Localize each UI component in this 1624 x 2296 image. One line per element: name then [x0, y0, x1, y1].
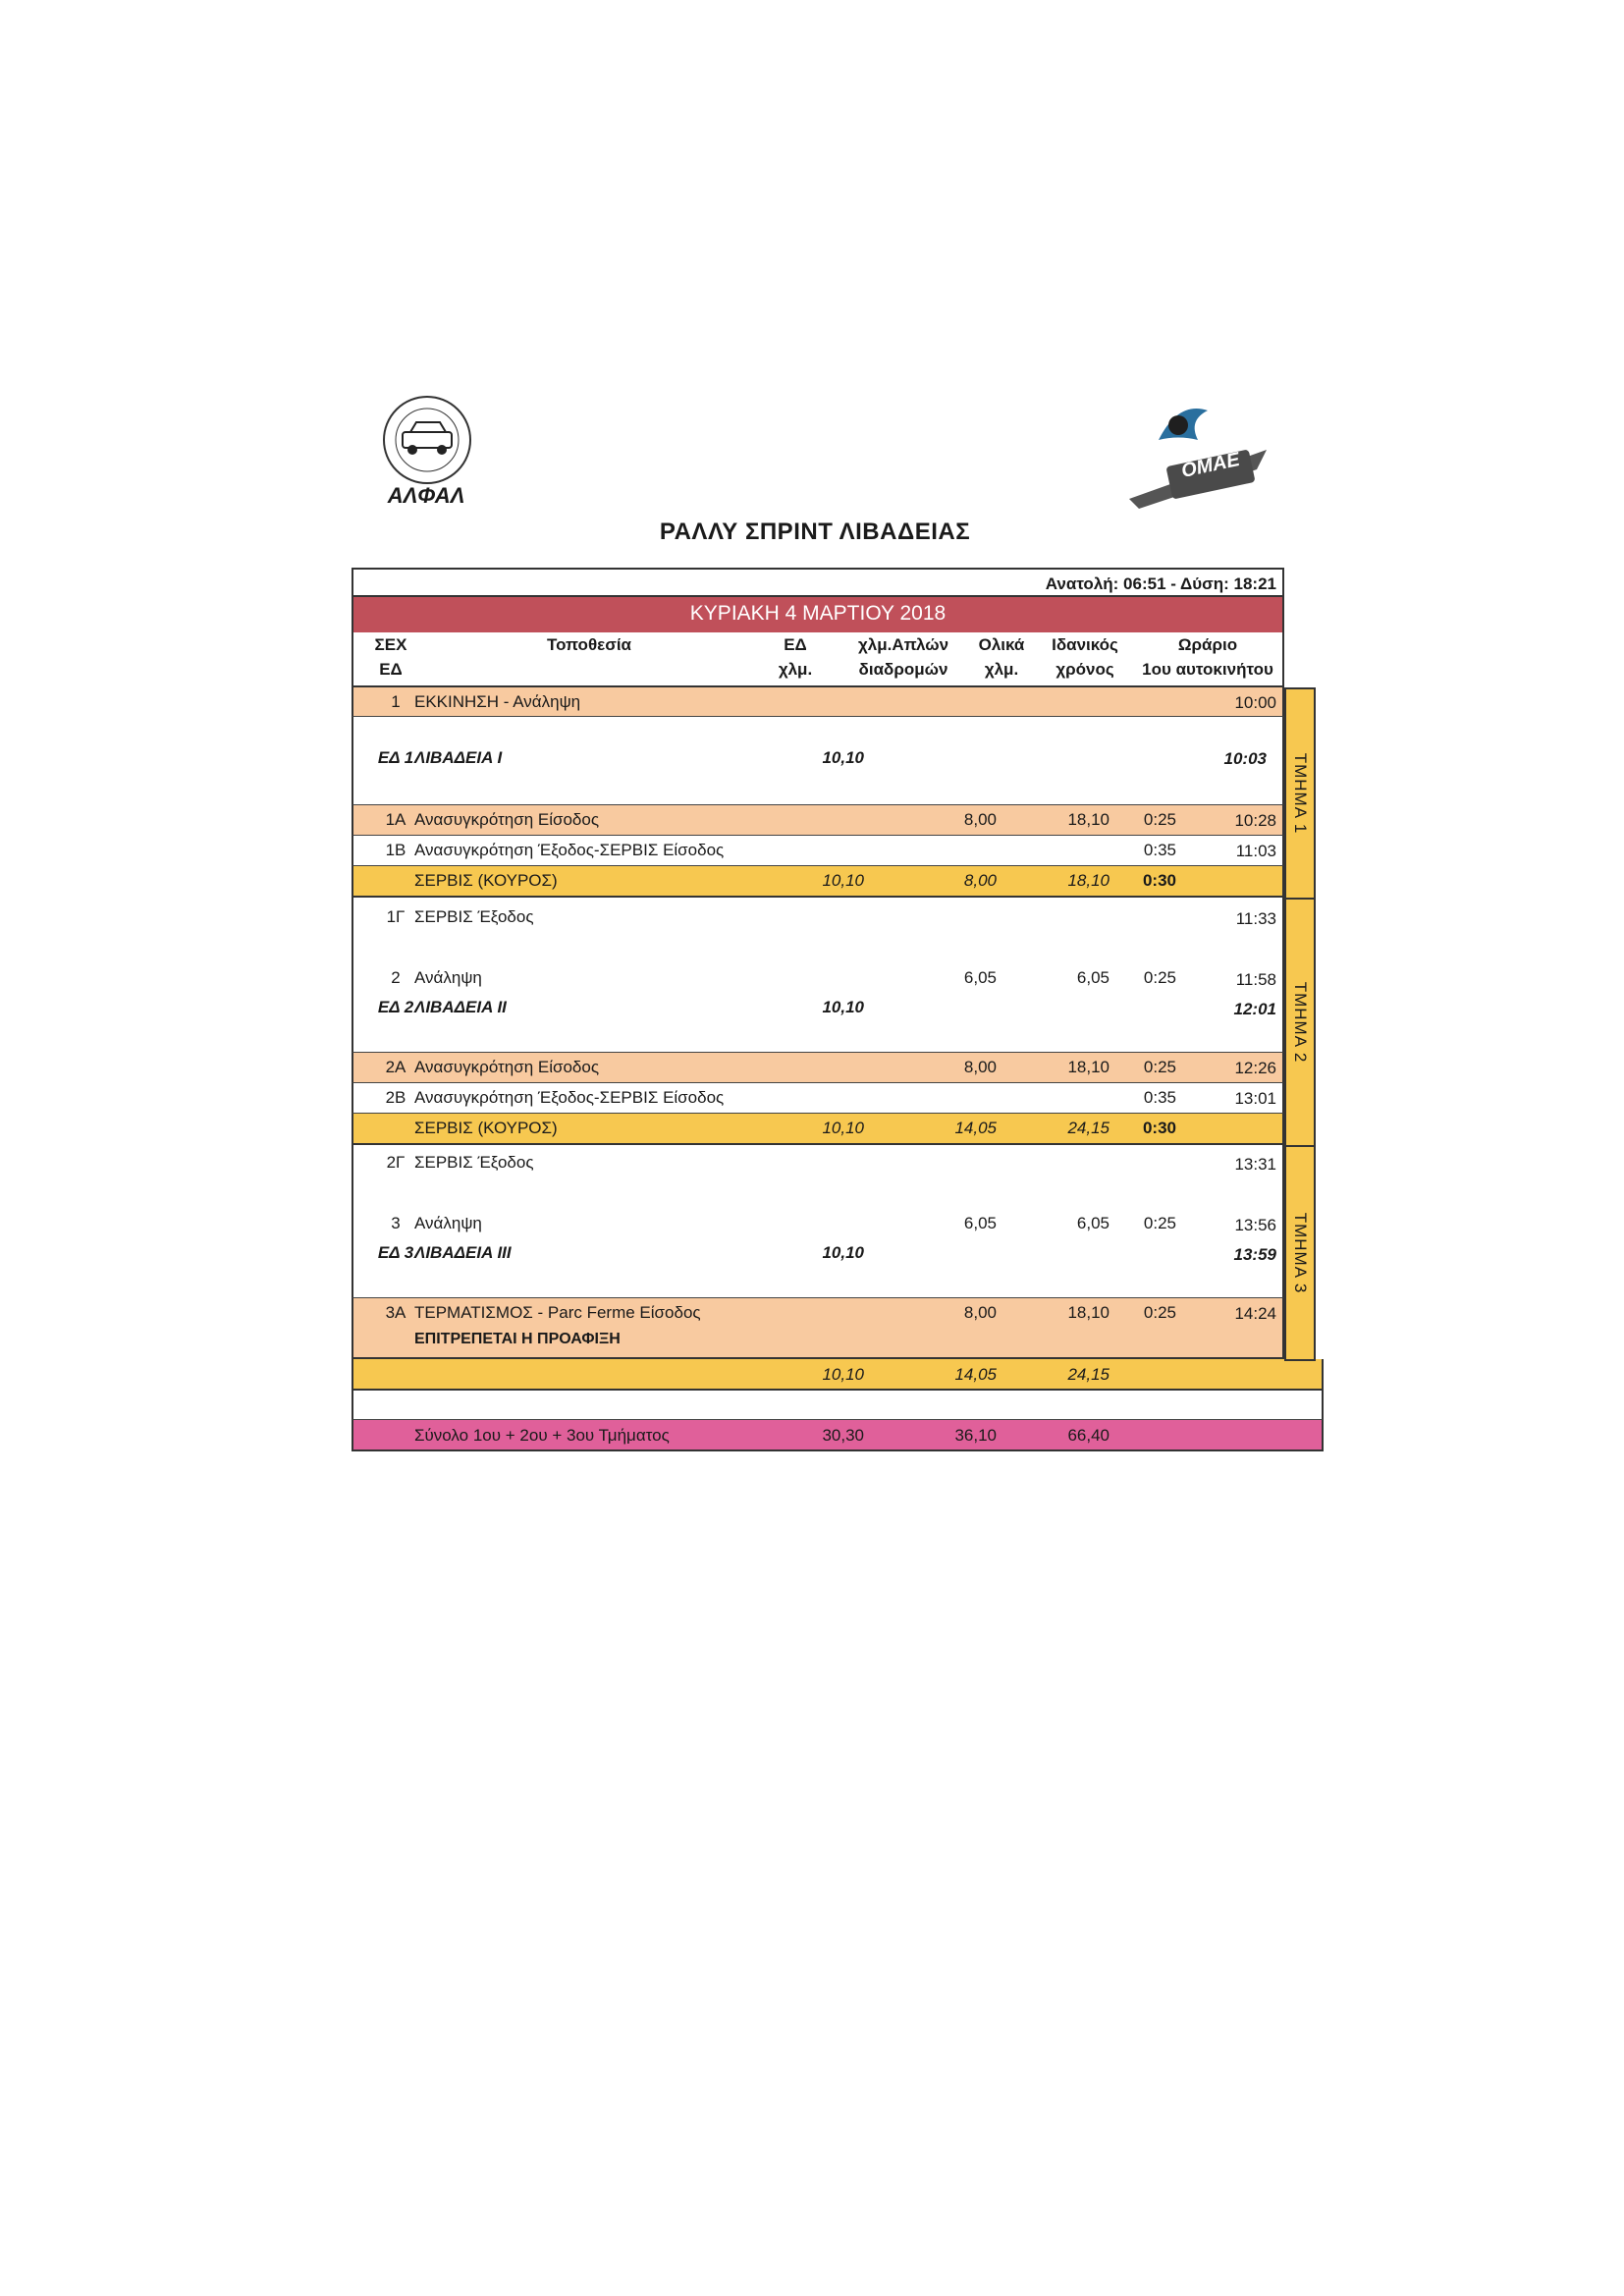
table-row	[352, 687, 1284, 717]
row-time: 11:03	[1235, 842, 1276, 860]
table-row	[352, 1359, 1324, 1391]
row-code: ΕΔ 2	[377, 998, 414, 1016]
row-link-km: 8,00	[963, 1058, 997, 1076]
row-location: Ανάληψη	[414, 1214, 482, 1232]
row-ed-km: 10,10	[822, 1365, 864, 1384]
row-ideal: 0:25	[1143, 810, 1176, 829]
table-row	[352, 836, 1284, 866]
table-row	[352, 866, 1284, 898]
row-total-km: 24,15	[1067, 1365, 1110, 1384]
row-code: ΕΔ 3	[377, 1243, 414, 1262]
row-time: 13:59	[1233, 1245, 1276, 1264]
section-label-2: ΤΜΗΜΑ 2	[1284, 898, 1316, 1147]
row-time: 14:24	[1234, 1304, 1276, 1323]
header-code: ΣΕΧ ΕΔ	[374, 635, 407, 679]
row-location: ΣΕΡΒΙΣ (ΚΟΥΡΟΣ)	[414, 1119, 558, 1137]
alfal-logo-text: ΑΛΦΑΛ	[387, 483, 465, 508]
row-code: 2Β	[385, 1088, 406, 1107]
table-row	[352, 1298, 1284, 1359]
grand-total-link-km: 36,10	[954, 1426, 997, 1445]
table-row-blank	[352, 1391, 1324, 1420]
row-location: Ανασυγκρότηση Είσοδος	[414, 1058, 600, 1076]
row-total-km: 24,15	[1067, 1119, 1110, 1137]
row-code: 1Γ	[386, 907, 406, 926]
header-location: Τοποθεσία	[546, 635, 632, 654]
row-ed-km: 10,10	[822, 1119, 864, 1137]
row-total-km: 6,05	[1076, 1214, 1110, 1232]
omae-logo-text: OMAE	[1179, 449, 1242, 483]
row-ideal: 0:25	[1143, 968, 1176, 987]
row-location: ΣΕΡΒΙΣ (ΚΟΥΡΟΣ)	[414, 871, 558, 890]
row-location: ΕΚΚΙΝΗΣΗ - Ανάληψη	[414, 692, 581, 711]
row-time: 11:33	[1235, 909, 1276, 928]
day-banner: ΚΥΡΙΑΚΗ 4 ΜΑΡΤΙΟΥ 2018	[352, 597, 1284, 632]
row-location: ΛΙΒΑΔΕΙΑ III	[414, 1243, 512, 1262]
row-ed-km: 10,10	[822, 1243, 864, 1262]
row-time: 11:58	[1235, 970, 1276, 989]
table-row-group	[352, 1145, 1284, 1298]
row-location: ΛΙΒΑΔΕΙΑ I	[414, 748, 503, 767]
omae-logo	[1119, 391, 1276, 519]
row-code: 1Β	[385, 841, 406, 859]
row-link-km: 6,05	[963, 968, 997, 987]
row-ed-km: 10,10	[822, 871, 864, 890]
row-time: 10:28	[1234, 811, 1276, 830]
row-code: 2	[391, 968, 401, 987]
row-code: 3	[391, 1214, 401, 1232]
row-link-km: 6,05	[963, 1214, 997, 1232]
row-ideal: 0:30	[1142, 1119, 1176, 1137]
row-location: ΤΕΡΜΑΤΙΣΜΟΣ - Parc Ferme Είσοδος	[414, 1303, 701, 1322]
row-ideal: 0:35	[1143, 841, 1176, 859]
row-code: 2Α	[385, 1058, 406, 1076]
table-row-group	[352, 898, 1284, 1053]
grand-total-row	[352, 1420, 1324, 1451]
row-link-km: 14,05	[954, 1119, 997, 1137]
row-code: 3Α	[385, 1303, 406, 1322]
row-location: ΛΙΒΑΔΕΙΑ II	[414, 998, 507, 1016]
row-time: 12:26	[1234, 1059, 1276, 1077]
header-ed-km: ΕΔ χλμ.	[778, 635, 813, 679]
row-location: Ανασυγκρότηση Έξοδος-ΣΕΡΒΙΣ Είσοδος	[414, 841, 725, 859]
section-label-1: ΤΜΗΜΑ 1	[1284, 687, 1316, 900]
row-location: Ανασυγκρότηση Είσοδος	[414, 810, 600, 829]
row-link-km: 8,00	[963, 871, 997, 890]
row-total-km: 6,05	[1076, 968, 1110, 987]
row-location: ΣΕΡΒΙΣ Έξοδος	[414, 907, 534, 926]
grand-total-label: Σύνολο 1ου + 2ου + 3ου Τμήματος	[414, 1426, 670, 1445]
header-total-km: Ολικά χλμ.	[978, 635, 1025, 679]
row-ed-km: 10,10	[822, 748, 864, 767]
row-ideal: 0:25	[1143, 1058, 1176, 1076]
grand-total-km: 66,40	[1067, 1426, 1110, 1445]
row-code: ΕΔ 1	[377, 748, 414, 767]
row-code: 1Α	[385, 810, 406, 829]
row-link-km: 14,05	[954, 1365, 997, 1384]
row-total-km: 18,10	[1067, 1058, 1110, 1076]
row-location: ΣΕΡΒΙΣ Έξοδος	[414, 1153, 534, 1172]
table-row	[352, 805, 1284, 836]
row-total-km: 18,10	[1067, 810, 1110, 829]
section-label-3: ΤΜΗΜΑ 3	[1284, 1145, 1316, 1361]
row-time: 10:03	[1223, 749, 1267, 768]
row-ideal: 0:25	[1143, 1214, 1176, 1232]
header-schedule: Ωράριο 1ου αυτοκινήτου	[1142, 635, 1273, 679]
row-code: 2Γ	[386, 1153, 406, 1172]
table-row	[352, 1053, 1284, 1083]
row-time: 13:01	[1234, 1089, 1276, 1108]
page-title: ΡΑΛΛΥ ΣΠΡΙΝΤ ΛΙΒΑΔΕΙΑΣ	[659, 519, 971, 545]
row-note: ΕΠΙΤΡΕΠΕΤΑΙ Η ΠΡΟΑΦΙΞΗ	[414, 1331, 621, 1347]
table-header	[352, 632, 1284, 687]
row-code: 1	[391, 692, 401, 711]
row-link-km: 8,00	[963, 1303, 997, 1322]
header-ideal-time: Ιδανικός χρόνος	[1052, 635, 1118, 679]
row-time: 10:00	[1234, 693, 1276, 712]
row-time: 13:31	[1234, 1155, 1276, 1174]
row-ideal: 0:30	[1142, 871, 1176, 890]
table-row	[352, 717, 1284, 805]
row-total-km: 18,10	[1067, 1303, 1110, 1322]
row-ideal: 0:25	[1143, 1303, 1176, 1322]
table-row	[352, 1083, 1284, 1114]
row-time: 13:56	[1234, 1216, 1276, 1234]
table-row	[352, 1114, 1284, 1145]
row-ideal: 0:35	[1143, 1088, 1176, 1107]
row-total-km: 18,10	[1067, 871, 1110, 890]
sunrise-sunset: Ανατολή: 06:51 - Δύση: 18:21	[352, 568, 1284, 597]
header-link-km: χλμ.Απλών διαδρομών	[857, 635, 949, 679]
row-link-km: 8,00	[963, 810, 997, 829]
row-ed-km: 10,10	[822, 998, 864, 1016]
row-time: 12:01	[1233, 1000, 1276, 1018]
row-location: Ανάληψη	[414, 968, 482, 987]
row-location: Ανασυγκρότηση Έξοδος-ΣΕΡΒΙΣ Είσοδος	[414, 1088, 725, 1107]
grand-total-ed-km: 30,30	[822, 1426, 864, 1445]
